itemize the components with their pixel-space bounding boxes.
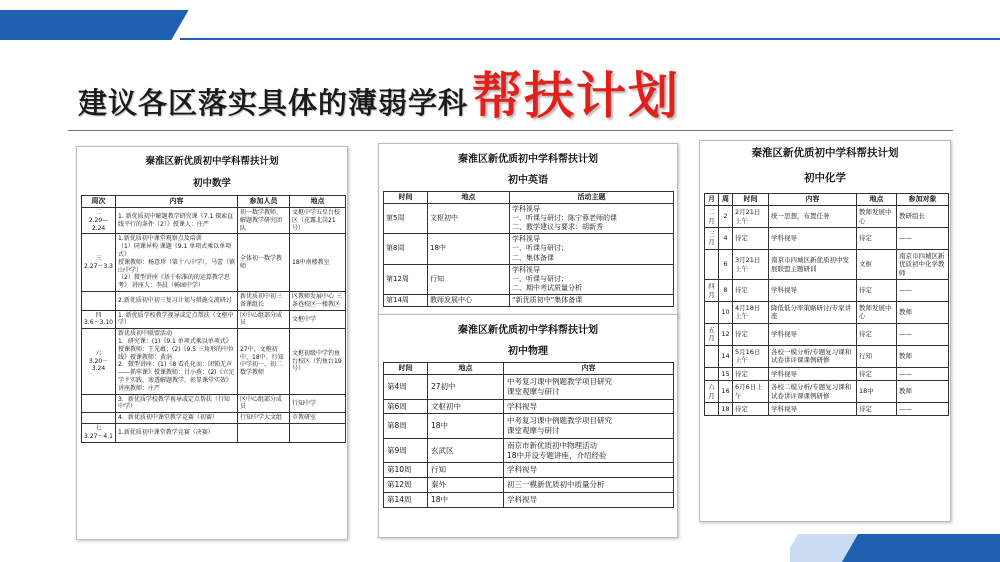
table-row <box>384 294 674 306</box>
table-cell-month: 三月 <box>705 227 719 249</box>
column-header: 参加人员 <box>238 196 290 208</box>
math-plan-table <box>81 195 346 443</box>
table-row <box>384 264 674 294</box>
table-cell-week: 4 <box>719 227 733 249</box>
table-cell-time: 第8周 <box>384 234 428 264</box>
table-cell-time: 待定 <box>733 402 769 415</box>
table-cell-content: 初三一模新优质初中质量分析 <box>504 478 674 493</box>
table-cell-content: 南京市新优质初中物理活动 18中开设专题讲座，介绍经验 <box>504 438 674 463</box>
column-header: 地点 <box>290 196 346 208</box>
table-cell-content: 学科视导 <box>504 463 674 478</box>
table-cell-content: 各校二模分析/专题复习课和试卷讲评课课例研修 <box>769 381 857 403</box>
table-row <box>705 381 949 403</box>
table-row <box>384 375 674 400</box>
table-cell-week: 12 <box>719 323 733 345</box>
table-cell-week: 14 <box>719 345 733 367</box>
slide-title-main: 建议各区落实具体的薄弱学科 <box>78 86 469 120</box>
table-row <box>82 413 346 424</box>
table-cell-content: 1. 新优质学校教学视导或定点帮扶（文枢中学） <box>116 310 238 329</box>
top-accent-line <box>180 38 1000 40</box>
english-plan-table <box>383 191 674 307</box>
table-cell-time: 第5周 <box>384 204 428 234</box>
table-cell-month: 二月 <box>705 206 719 228</box>
table-row <box>82 234 346 292</box>
column-header: 活动主题 <box>510 192 674 204</box>
table-row <box>384 463 674 478</box>
table-cell-people: 教师 <box>897 381 949 403</box>
table-cell-place: 18中 <box>857 381 897 403</box>
table-cell-content: 学科视导 <box>769 323 857 345</box>
table-cell-place <box>290 424 346 443</box>
table-cell-month: 四月 <box>705 280 719 302</box>
table-cell-month <box>705 249 719 279</box>
english-plan-document <box>378 143 678 318</box>
table-row <box>705 367 949 380</box>
table-cell-week <box>82 292 116 311</box>
table-cell-content: 2.新优质初中初三复习计划与措施交流研讨 <box>116 292 238 311</box>
table-cell-people: 教师 <box>897 345 949 367</box>
table-cell-people: 区中心组部分成员 <box>238 310 290 329</box>
table-row <box>82 424 346 443</box>
doc-heading: 秦淮区新优质初中学科帮扶计划 <box>751 147 899 159</box>
table-cell-place: 行知 <box>428 463 504 478</box>
table-cell-people: 南京市四城区新优质初中化学教师 <box>897 249 949 279</box>
table-cell-month <box>705 367 719 380</box>
column-header: 地点 <box>857 194 897 206</box>
table-cell-week: 10 <box>719 302 733 324</box>
table-cell-people: 教研组长 <box>897 206 949 228</box>
table-cell-time: 待定 <box>733 323 769 345</box>
column-header: 内容 <box>769 194 857 206</box>
table-row <box>705 302 949 324</box>
table-cell-people: —— <box>897 402 949 415</box>
slide-title <box>78 62 680 128</box>
table-row <box>82 329 346 394</box>
table-cell-place: 行知中学 <box>290 394 346 413</box>
table-cell-people: —— <box>897 323 949 345</box>
table-cell-content: 新优质初中联盟活动 1．研究课：(1)《9.1 单项式乘以单项式》授课教师：王光蕴；(2)《9.5 三角形的中位线》授课教师：黄涓 2．微型讲座：(1)《8 看孔化而：闭锁无声——抓牢课》授课教师：甘小燕；(2)《立足学主实践，渗透解题教学，彰显课堂实效》讲座教师：庄严 <box>116 329 238 394</box>
table-cell-content: 各校一模分析/专题复习课和试卷讲评课课例研修 <box>769 345 857 367</box>
table-cell-week: 15 <box>719 367 733 380</box>
table-row <box>384 399 674 414</box>
table-cell-place: 18中南楼教室 <box>290 234 346 292</box>
table-cell-week <box>82 413 116 424</box>
table-cell-time: 第9周 <box>384 438 428 463</box>
table-cell-place: 文枢 <box>857 249 897 279</box>
table-cell-people: —— <box>897 280 949 302</box>
table-cell-place: 18中 <box>428 234 510 264</box>
table-cell-place: 18中 <box>428 492 504 507</box>
table-cell-people: 教师 <box>897 302 949 324</box>
table-cell-time: 2月21日上午 <box>733 206 769 228</box>
table-cell-place: 待定 <box>857 367 897 380</box>
table-row <box>384 204 674 234</box>
column-header: 周次 <box>82 196 116 208</box>
table-cell-place: 文枢初中 <box>428 204 510 234</box>
table-row <box>705 249 949 279</box>
table-row <box>384 234 674 264</box>
table-cell-place: 玄武区 <box>428 438 504 463</box>
table-cell-content: 学科视导 <box>769 227 857 249</box>
table-cell-month: 六月 <box>705 381 719 403</box>
table-row <box>82 208 346 234</box>
math-plan-document <box>76 146 348 540</box>
table-cell-content: 南京市四城区新优质初中发展联盟主题研训 <box>769 249 857 279</box>
table-cell-people: 新优质初中初三备课组长 <box>238 292 290 311</box>
table-cell-theme: 学科视导 一、听课与研讨； 二、期中考试质量分析 <box>510 264 674 294</box>
title-divider <box>68 130 953 131</box>
table-cell-theme: “新优质初中”集体备课 <box>510 294 674 306</box>
table-cell-place: 文枢初中 <box>428 399 504 414</box>
table-cell-time: 第4周 <box>384 375 428 400</box>
table-cell-content: 学科视导 <box>504 492 674 507</box>
table-cell-time: 4月18日上午 <box>733 302 769 324</box>
table-cell-month <box>705 345 719 367</box>
table-cell-content: 1.新优质初中课堂教学竞赛（决赛） <box>116 424 238 443</box>
table-cell-week: 2 <box>719 206 733 228</box>
table-cell-week: 16 <box>719 381 733 403</box>
table-cell-content: 1.新优质初中课堂观察点及培训 （1）同课异构 课题《9.1 单项式乘以单项式》 授课教师：杨意珍（第十八中学），马蕾（镇山中学） （2）微型讲座《基于标准的的运算教学思考》 讲座人：李晨（畅园中学） <box>116 234 238 292</box>
table-cell-week <box>82 394 116 413</box>
table-cell-place: 行知 <box>857 345 897 367</box>
table-cell-people: 27中、文枢初中、18中、行知中学初一、初二数学教师 <box>238 329 290 394</box>
doc-heading: 秦淮区新优质初中学科帮扶计划 <box>458 154 598 165</box>
column-header: 时间 <box>733 194 769 206</box>
column-header: 参加对象 <box>897 194 949 206</box>
table-cell-place: 市教研室 <box>290 413 346 424</box>
table-cell-theme: 学科视导 一、听课与研讨：陈宁蓉老师的课 二、教学建议与要求：胡新秀 <box>510 204 674 234</box>
table-cell-people: 行知中学大文组 <box>238 413 290 424</box>
chemistry-plan-document <box>699 140 951 522</box>
doc-heading: 秦淮区新优质初中学科帮扶计划 <box>458 325 598 336</box>
bottom-right-accent-bar <box>790 534 1000 562</box>
table-cell-content: 3．新优质学校教学视导或定点帮扶（行知中学） <box>116 394 238 413</box>
table-row <box>705 206 949 228</box>
table-cell-week: 六 3.20－ 3.24 <box>82 329 116 394</box>
table-row <box>82 310 346 329</box>
table-cell-place: 27初中 <box>428 375 504 400</box>
table-cell-week: 6 <box>719 249 733 279</box>
table-cell-content: 学科视导 <box>769 280 857 302</box>
table-cell-content: 中考复习课中例题教学项目研究 课堂观摩与研讨 <box>504 414 674 439</box>
doc-subject: 初中英语 <box>508 175 548 186</box>
table-row <box>82 292 346 311</box>
doc-subject: 初中物理 <box>508 346 548 357</box>
table-cell-time: 第12周 <box>384 478 428 493</box>
table-cell-time: 第10周 <box>384 463 428 478</box>
table-row <box>82 394 346 413</box>
column-header: 地点 <box>428 363 504 375</box>
table-cell-content: 学科视导 <box>769 367 857 380</box>
table-cell-place: 待定 <box>857 402 897 415</box>
table-cell-month <box>705 402 719 415</box>
physics-plan-table <box>383 362 674 508</box>
table-header-row <box>705 194 949 206</box>
table-row <box>705 323 949 345</box>
table-cell-time: 第6周 <box>384 399 428 414</box>
table-cell-time: 第12周 <box>384 264 428 294</box>
table-cell-people: —— <box>897 227 949 249</box>
table-cell-place: 18中 <box>428 414 504 439</box>
table-cell-content: 4．新优质初中课堂教学竞赛（初赛） <box>116 413 238 424</box>
table-cell-content: 1. 新优质初中解题教学研究课《7.1 探索直线平行的条件（2）》授课人：庄严 <box>116 208 238 234</box>
table-row <box>384 492 674 507</box>
table-cell-time: 第14周 <box>384 492 428 507</box>
table-cell-time: 第8周 <box>384 414 428 439</box>
doc-subject: 初中数学 <box>192 178 231 189</box>
table-cell-place: 教师发展中心 <box>857 206 897 228</box>
column-header: 地点 <box>428 192 510 204</box>
table-cell-place: 文枢中学 <box>290 310 346 329</box>
column-header: 月 <box>705 194 719 206</box>
table-cell-place: 区教师发展中心 三条巷校区一楼教区 <box>290 292 346 311</box>
table-cell-time: 待定 <box>733 280 769 302</box>
table-cell-place: 待定 <box>857 280 897 302</box>
table-row <box>705 345 949 367</box>
table-cell-people: 区中心组部分成员 <box>238 394 290 413</box>
table-row <box>384 478 674 493</box>
column-header: 内容 <box>504 363 674 375</box>
table-cell-content: 降低低分率策略研讨/专家讲座 <box>769 302 857 324</box>
top-left-accent-bar <box>0 0 200 40</box>
table-cell-people: —— <box>897 367 949 380</box>
table-cell-content: 学科视导 <box>769 402 857 415</box>
table-row <box>384 438 674 463</box>
table-cell-theme: 学科视导 一、听课与研讨； 二、集体备课 <box>510 234 674 264</box>
table-cell-place: 教师发展中心 <box>428 294 510 306</box>
table-cell-people: 初一数学教师、解题教学研究团队 <box>238 208 290 234</box>
table-header-row <box>82 196 346 208</box>
table-cell-week: 四 3.6－3.10 <box>82 310 116 329</box>
table-cell-place: 教师发展中心 <box>857 302 897 324</box>
table-cell-week: 18 <box>719 402 733 415</box>
table-cell-week: 8 <box>719 280 733 302</box>
table-cell-time: 待定 <box>733 227 769 249</box>
table-header-row <box>384 192 674 204</box>
table-header-row <box>384 363 674 375</box>
doc-subject: 初中化学 <box>804 172 846 184</box>
table-cell-time: 待定 <box>733 367 769 380</box>
table-cell-week: 三 2.27－3.3 <box>82 234 116 292</box>
table-row <box>705 227 949 249</box>
table-cell-people <box>238 424 290 443</box>
table-cell-time: 5月16日上午 <box>733 345 769 367</box>
table-cell-place: 待定 <box>857 227 897 249</box>
chemistry-plan-table <box>704 193 949 416</box>
slide-title-highlight: 帮扶计划 <box>472 67 681 125</box>
column-header: 内容 <box>116 196 238 208</box>
table-cell-time: 3月21日上午 <box>733 249 769 279</box>
table-cell-people: 全体初一数学教师 <box>238 234 290 292</box>
table-row <box>384 414 674 439</box>
table-cell-month <box>705 302 719 324</box>
column-header: 时间 <box>384 192 428 204</box>
table-cell-week: 七 3.27－4.1 <box>82 424 116 443</box>
doc-heading: 秦淮区新优质初中学科帮扶计划 <box>145 156 279 167</box>
table-cell-month: 五月 <box>705 323 719 345</box>
table-cell-place: 文枢初级中学钓鱼台校区（钓鱼台19号） <box>290 329 346 394</box>
table-cell-place: 秦外 <box>428 478 504 493</box>
table-cell-content: 学科视导 <box>504 399 674 414</box>
table-cell-place: 待定 <box>857 323 897 345</box>
table-cell-week: 二 2.20—2.24 <box>82 208 116 234</box>
table-cell-time: 6月6日上午 <box>733 381 769 403</box>
physics-plan-document <box>378 314 678 538</box>
column-header: 时间 <box>384 363 428 375</box>
table-row <box>705 402 949 415</box>
table-cell-content: 统一思想，布置任务 <box>769 206 857 228</box>
column-header: 周 <box>719 194 733 206</box>
table-row <box>705 280 949 302</box>
table-cell-place: 行知 <box>428 264 510 294</box>
table-cell-place: 文枢中学五星台校区（花露北岗21号） <box>290 208 346 234</box>
table-cell-content: 中考复习课中例题教学项目研究 课堂观摩与研讨 <box>504 375 674 400</box>
table-cell-time: 第14周 <box>384 294 428 306</box>
